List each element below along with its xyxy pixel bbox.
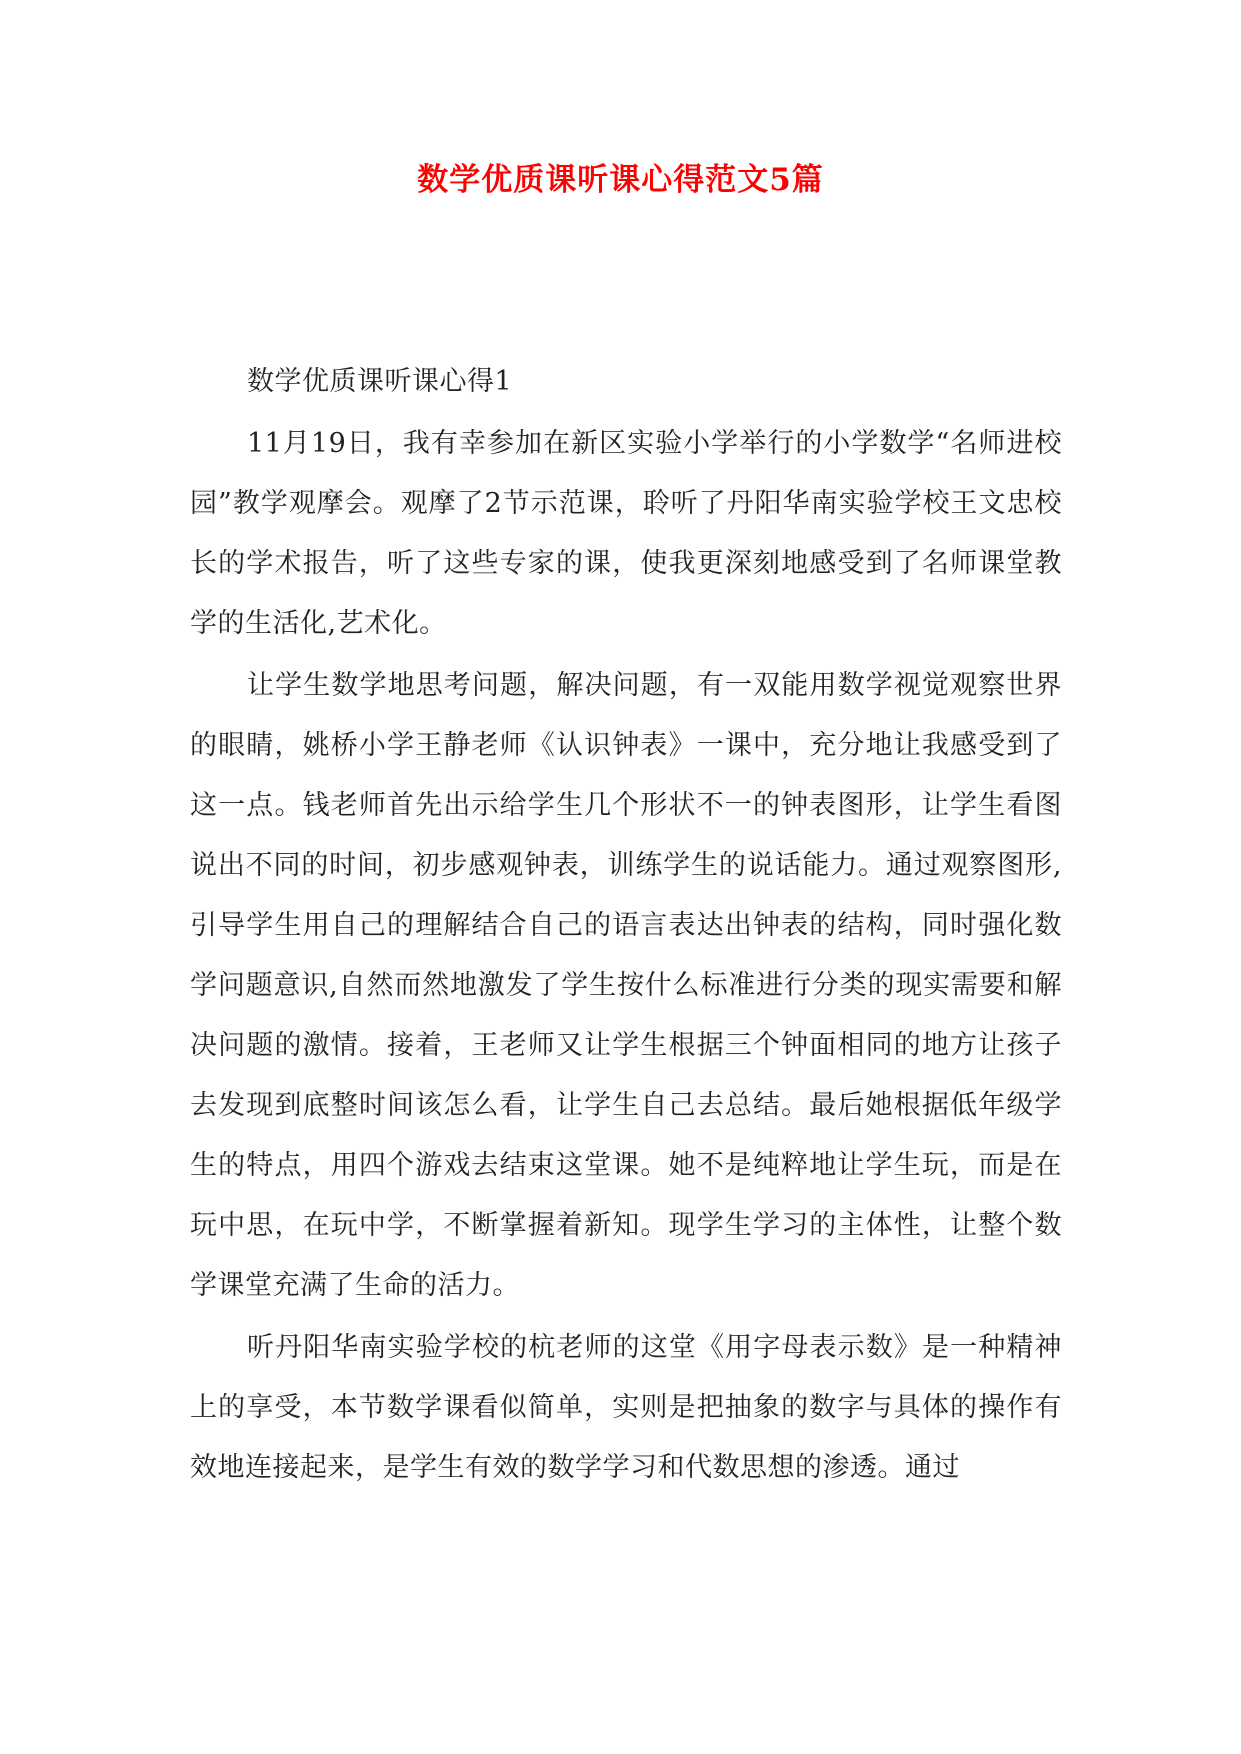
paragraph: 让学生数学地思考问题，解决问题，有一双能用数学视觉观察世界的眼睛，姚桥小学王静老师《认识钟表》一课中，充分地让我感受到了这一点。钱老师首先出示给学生几个形状不一的钟表图形，让学生看图说出不同的时间，初步感观钟表，训练学生的说话能力。通过观察图形,引导学生用自己的理解结合自己的语言表达出钟表的结构，同时强化数学问题意识,自然而然地激发了学生按什么标准进行分类的现实需要和解决问题的激情。接着，王老师又让学生根据三个钟面相同的地方让孩子去发现到底整时间该怎么看，让学生自己去总结。最后她根据低年级学生的特点，用四个游戏去结束这堂课。她不是纯粹地让学生玩，而是在玩中思，在玩中学，不断掌握着新知。现学生学习的主体性，让整个数学课堂充满了生命的活力。 [190,670,1062,1301]
paragraph: 11月19日，我有幸参加在新区实验小学举行的小学数学“名师进校园”教学观摩会。观摩了2节示范课，聆听了丹阳华南实验学校王文忠校长的学术报告，听了这些专家的课，使我更深刻地感受到了名师课堂教学的生活化,艺术化。 [190,428,1062,639]
document-body [190,352,1062,1498]
section-heading: 数学优质课听课心得1 [247,366,513,397]
paragraph: 听丹阳华南实验学校的杭老师的这堂《用字母表示数》是一种精神上的享受，本节数学课看似简单，实则是把抽象的数字与具体的操作有效地连接起来，是学生有效的数学学习和代数思想的渗透。通过 [190,1332,1062,1483]
document-title: 数学优质课听课心得范文5篇 [417,162,824,198]
